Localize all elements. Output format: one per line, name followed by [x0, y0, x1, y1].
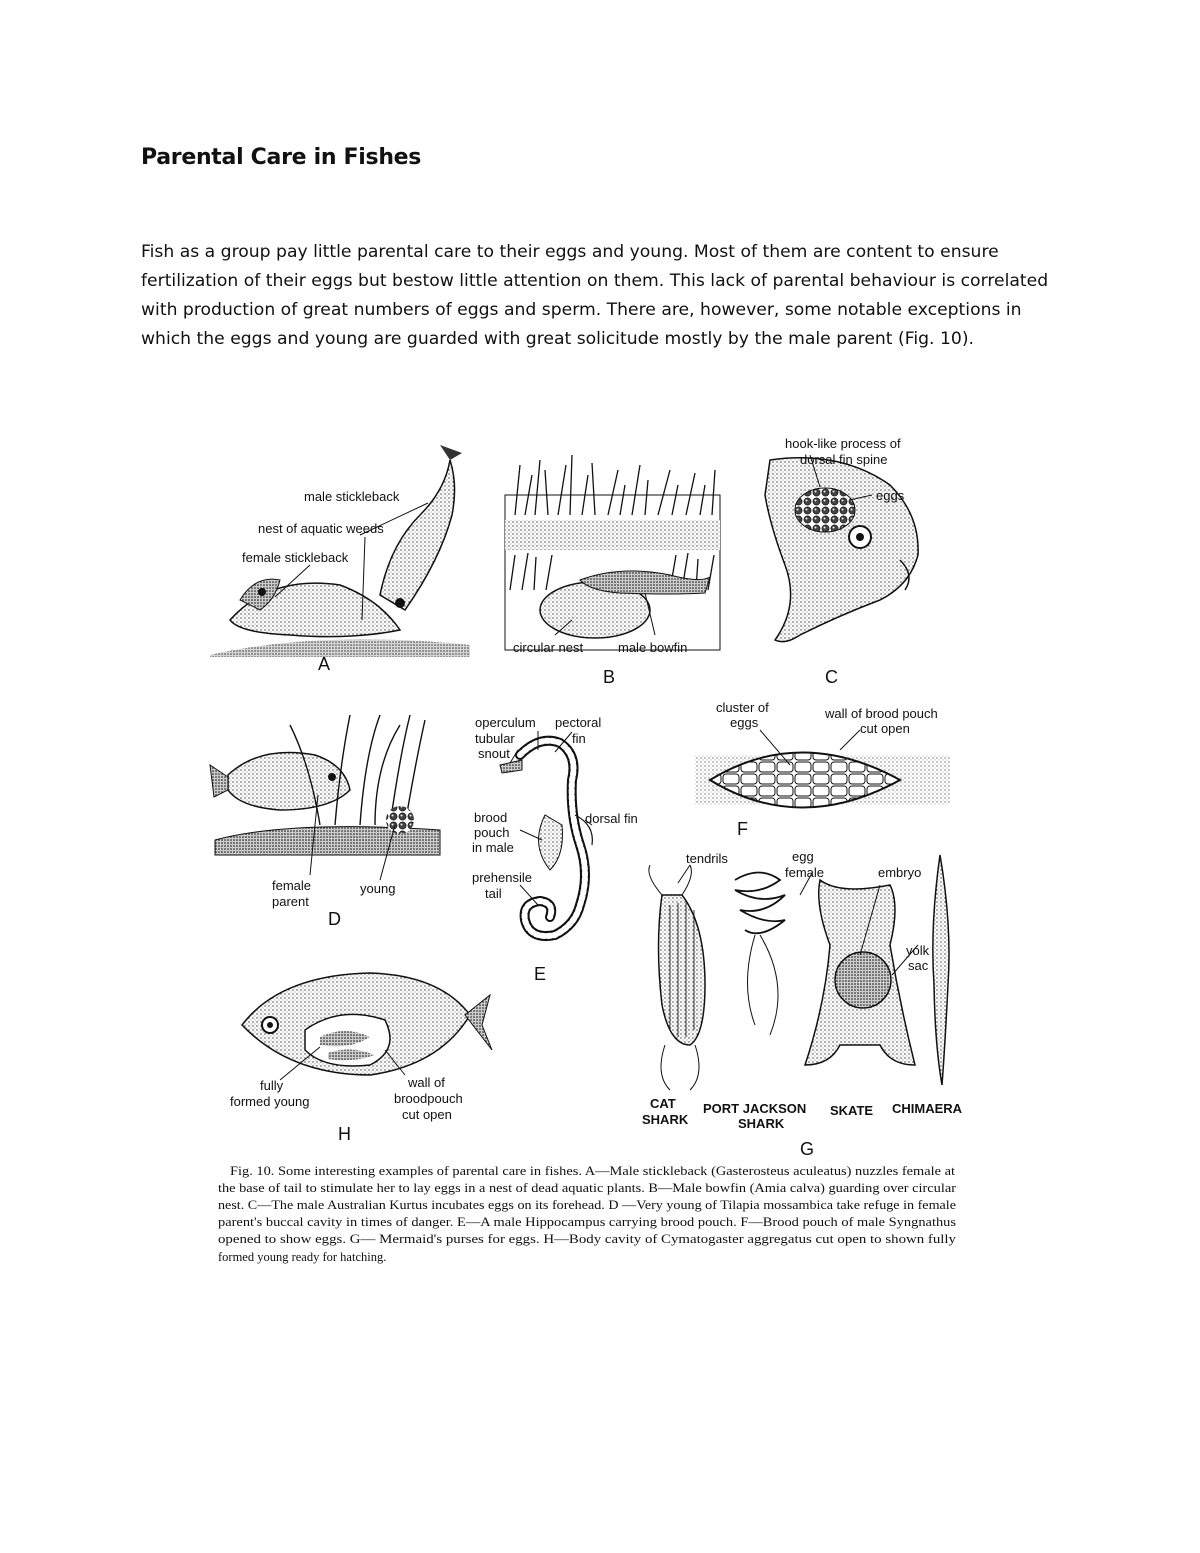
figure-caption: [218, 1164, 957, 1264]
label-operculum: operculum: [475, 715, 536, 730]
label-embryo: embryo: [878, 865, 922, 880]
label-circular-nest: circular nest: [513, 640, 584, 655]
label-wall-of: wall of: [408, 1075, 445, 1090]
label-pectoral: pectoral: [555, 715, 602, 730]
label-female-stickleback: female stickleback: [242, 550, 349, 565]
label-dorsal-fin: dorsal fin: [585, 811, 638, 826]
label-broodpouch: broodpouch: [394, 1091, 463, 1106]
figure-10: [200, 425, 970, 1285]
label-eggs: eggs: [876, 488, 905, 503]
label-cluster-of: cluster of: [716, 700, 769, 715]
label-f-eggs: eggs: [730, 715, 759, 730]
label-sac: sac: [908, 958, 929, 973]
label-female: female: [272, 878, 312, 893]
label-prehensile: prehensile: [472, 870, 532, 885]
paragraph-line: with production of great numbers of eggs and sperm. There are, however, some notable exceptions in: [141, 300, 1022, 320]
label-egg: egg: [792, 849, 814, 864]
paragraph-line: which the eggs and young are guarded with great solicitude mostly by the male parent (Fig. 10).: [141, 329, 974, 349]
panel-d: [210, 715, 440, 929]
label-port-jackson: PORT JACKSON: [703, 1101, 807, 1116]
label-fin: fin: [572, 731, 586, 746]
panel-letter-b: B: [603, 667, 616, 687]
label-chimaera: CHIMAERA: [892, 1101, 963, 1116]
label-dorsal-fin-spine: dorsal fin spine: [800, 452, 888, 467]
panel-letter-e: E: [534, 964, 547, 984]
panel-letter-d: D: [328, 909, 341, 929]
label-parent: parent: [272, 894, 309, 909]
intro-paragraph: [141, 238, 1071, 354]
label-tubular: tubular: [475, 731, 515, 746]
label-port-jackson-shark: SHARK: [738, 1116, 785, 1131]
panel-letter-a: A: [318, 654, 331, 674]
panel-g: [642, 849, 963, 1159]
paragraph-line: fertilization of their eggs but bestow little attention on them. This lack of parental behaviour is correlated: [141, 271, 1049, 291]
paragraph-line: Fish as a group pay little parental care to their eggs and young. Most of them are content to ensure: [141, 242, 999, 262]
label-hook-like-process: hook-like process of: [785, 436, 901, 451]
panel-letter-h: H: [338, 1124, 351, 1144]
label-male-bowfin: male bowfin: [618, 640, 688, 655]
label-wall-of-brood-pouch: wall of brood pouch: [825, 706, 938, 721]
label-young: young: [360, 881, 396, 896]
panel-e: [472, 715, 638, 984]
label-nest-of-aquatic-weeds: nest of aquatic weeds: [258, 521, 384, 536]
panel-f: [695, 700, 950, 839]
panel-letter-c: C: [825, 667, 838, 687]
panel-letter-f: F: [737, 819, 748, 839]
panel-b: [505, 455, 720, 687]
caption-line: Fig. 10. Some interesting examples of parental care in fishes. A—Male stickleback (Gasterosteus aculeatus) nuzzles female at: [230, 1164, 956, 1178]
label-yolk: yolk: [906, 943, 930, 958]
label-skate: SKATE: [830, 1103, 874, 1118]
label-tail: tail: [485, 886, 502, 901]
label-snout: snout: [478, 746, 510, 761]
caption-line: parent's buccal cavity in times of danger. E—A male Hippocampus carrying brood pouch. F—Brood pouch of male Syngnathus: [218, 1215, 957, 1229]
label-in-male: in male: [472, 840, 514, 855]
label-cut-open: cut open: [860, 721, 910, 736]
label-tendrils: tendrils: [686, 851, 728, 866]
label-male-stickleback: male stickleback: [304, 489, 400, 504]
label-pouch: pouch: [474, 825, 510, 840]
panel-c: [765, 436, 918, 687]
label-formed-young: formed young: [230, 1094, 310, 1109]
panel-a: [210, 445, 470, 674]
label-brood: brood: [474, 810, 508, 825]
caption-line: formed young ready for hatching.: [218, 1250, 387, 1264]
label-cat-shark: SHARK: [642, 1112, 689, 1127]
label-fully: fully: [260, 1078, 284, 1093]
panel-h: [230, 973, 492, 1144]
label-cat: CAT: [650, 1096, 676, 1111]
label-female-g: female: [785, 865, 825, 880]
label-h-cut-open: cut open: [402, 1107, 452, 1122]
caption-line: nest. C—The male Australian Kurtus incubates eggs on its forehead. D —Very young of Tilapia mossambica take refuge in female: [218, 1198, 957, 1212]
caption-line: the base of tail to stimulate her to lay eggs in a nest of dead aquatic plants. B—Male bowfin (Amia calva) guarding over circular: [218, 1181, 957, 1195]
panel-letter-g: G: [800, 1139, 815, 1159]
page-title: Parental Care in Fishes: [141, 145, 422, 170]
caption-line: opened to show eggs. G— Mermaid's purses for eggs. H—Body cavity of Cymatogaster aggregatus cut open to shown fully: [218, 1232, 957, 1246]
